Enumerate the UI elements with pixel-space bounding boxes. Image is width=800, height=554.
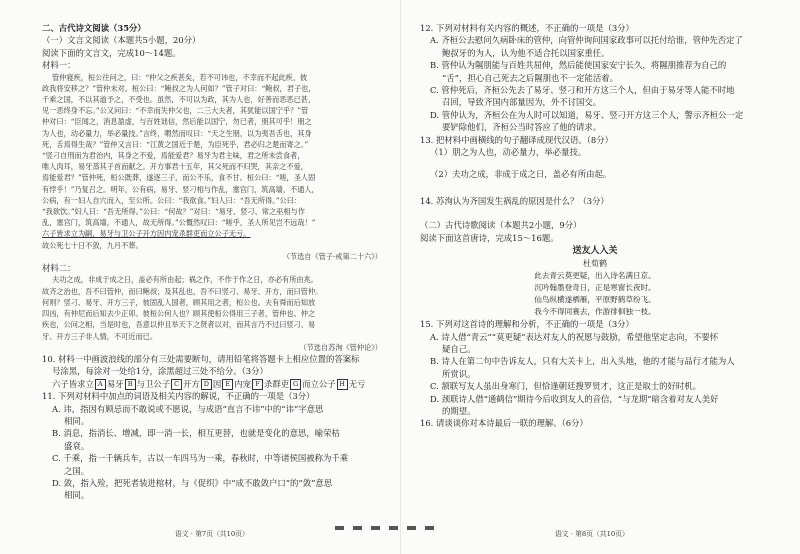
q11-option: C. 千乘，指一千辆兵车，古以一车四马为一乘，春秋时，中等诸侯国被称为千乘: [52, 453, 349, 464]
q15-option: B. 诗人在第二句中告诉友人，只有大关卡上，出入头地，他的才能与品行才能为人: [430, 356, 735, 367]
material-1-label: 材料一：: [42, 60, 76, 71]
q10-line: 10. 材料一中画波浪线的部分有三处需要断句，请用铅笔将答题卡上相应位置的答案标: [42, 353, 360, 364]
q10-segmentation: 六子皆求立 A 易牙 B 与卫公子 C 开方 D 因 E 内宠 F 杀群吏 G 而立公子 H 无亏: [52, 378, 366, 389]
reading-instruction: 阅读下面的文言文，完成10～14题。: [42, 47, 181, 58]
q10-line: 号涂黑，每涂对一处给1分，涂黑超过三处不给分。（3分）: [52, 366, 268, 377]
poem-title: 送友人入关: [572, 246, 618, 257]
m2-line: 四凶，有仲尼而后知去少正卯。彼桓公何人也？顾其使桓公得用三子者，管仲也。仲之: [42, 309, 316, 319]
q12-option: D. 管仲认为，齐桓公在为人时可以知道，易牙、竖刁开方这三个人，警示齐桓公一定: [430, 109, 744, 120]
q13-item-1: （1）朋之为人也，动必量力，举必量技。: [430, 147, 587, 158]
q15-option: 所赏识。: [442, 368, 476, 379]
poem-instruction: 阅读下面这首唐诗，完成15～16题。: [420, 232, 559, 243]
material-2-label: 材料二：: [42, 263, 76, 274]
section-heading: 二、古代诗文阅读（35分）: [42, 23, 146, 33]
q15-option: A. 诗人借“青云”“莫更疑”表达对友人的祝愿与鼓励，希望他坚定志向，不要怀: [430, 331, 719, 342]
q11-line: 11. 下列对材料中加点的词语及相关内容的解说，不正确的一项是（3分）: [42, 391, 315, 402]
m1-line: “竖刁自刑而为君治内，其身之不爱，焉能爱君？易牙为君主味，君之所未尝食者，: [42, 151, 305, 161]
q15-option: D. 颈联诗人借“通鹤信”期待今后收到友人的音信，“与龙期”暗含着对友人美好: [430, 393, 719, 404]
m1-line: 焉能爱君？”管仲死，桓公既葬，遂逐三子，而公不乐，食不甘。桓公曰：“嗟，圣人固: [42, 173, 316, 183]
m1-line: 仲对曰：“臣闻之，消息盈虚，与百姓诎信，然后能以国宁，勿已者，朋其可乎！朋之: [42, 117, 312, 127]
m1-line: 死，舌焉得生哉？”管仲又言曰：“江黄之国近于楚，为臣死乎，君必归之楚而寄之。”: [42, 139, 309, 149]
q11-option: A. 讳，指因有顾忌而不敢说或不愿说，与成语“直言不讳”中的“讳”字意思: [52, 403, 324, 414]
m1-line: 乱，塞宫门，筑高墙，不通人，故无所得。”公慨然叹曰：“嗟乎，圣人所见岂不远哉！”: [42, 218, 316, 228]
q11-option: 之国。: [64, 465, 90, 476]
material-2-text: [42, 274, 388, 341]
poem-line: 此去青云莫更疑，出入诗名满日京。: [534, 271, 656, 281]
m2-line: 牙、开方三子非人情，不可近而已。: [42, 331, 158, 341]
q11-option: 相同。: [64, 415, 90, 426]
m1-line: 见一恶终身不忘。”公又问曰：“不幸而失仲父也，二三大夫者，其犹能以国宁乎？”管: [42, 106, 309, 116]
q16-line: 16. 请谈谈你对本诗最后一联的理解。（6分）: [420, 418, 588, 429]
m1-line: 千乘之国，不以其道予之，不受也。虽然，不可以为政，其为人也，好善而恶恶已甚，: [42, 95, 316, 105]
m2-line: 疾也，公问之相，当是时也，吾意以仲且举天下之贤者以对，而其言乃不过曰竖刁、易: [42, 320, 316, 330]
q12-option: 要铲除他们，齐桓公当时答应了他的请求。: [442, 122, 602, 133]
poem-line: 仙鸟纵横遂栖雁，平原野鹤草纷飞。: [534, 295, 656, 305]
m1-line: 管仲寝疾，桓公往问之，曰：“仲父之疾甚矣，若不可讳也，不幸而不起此疾，彼: [52, 72, 308, 82]
slot-f[interactable]: F: [252, 379, 263, 390]
m2-line: 夫功之成，非成于成之日，盖必有所由起；祸之作，不作于作之日，亦必有所由兆。: [52, 275, 318, 285]
q15-option: 的期望。: [442, 405, 476, 416]
poem-author: 杜荀鹤: [583, 259, 607, 269]
m1-line: 故公死七十日不敛，九月不葬。: [42, 240, 143, 250]
poem-line: 沉吟翰墨登奇日，正是寒窗长夜时。: [534, 283, 656, 293]
material-1-text: [42, 72, 388, 251]
m1-line: 唯人肉耳，易牙蒸其子首而献之。开方事君十五年，其父死而不归哭，其亲之不爱，: [42, 162, 308, 172]
left-page-footer: 语文 · 第7页（共10页）: [175, 530, 249, 538]
q11-option: 相同。: [64, 490, 90, 501]
m1-line: 有悖乎！”乃复召之。明年，公有病，易牙、竖刁相与作乱，塞宫门，筑高墙，不通人，: [42, 184, 319, 194]
q12-option: “舌”，担心自己死去之后隰朋也不一定能活着。: [442, 72, 619, 83]
right-page: [400, 0, 800, 554]
right-page-footer: 语文 · 第8页（共10页）: [555, 530, 629, 538]
m1-wavy-line: 六子皆求立为嗣，易牙与卫公子开方因内宠杀群吏而立公子无亏。: [42, 229, 251, 239]
slot-d[interactable]: D: [201, 379, 212, 390]
q11-option: D. 敛，指入殓，把死者装进棺材，与《促织》中“成不敢敛户口”的“敛”意思: [52, 477, 333, 488]
slot-g[interactable]: G: [290, 379, 301, 390]
poem-line: 我今不得同赛去，作游徘徊独一枝。: [534, 307, 656, 317]
poem-section-heading: （二）古代诗歌阅读（本题共2小题，9分）: [420, 220, 582, 231]
slot-c[interactable]: C: [171, 379, 182, 390]
q12-line: 12. 下列对材料有关内容的概述，不正确的一项是（3分）: [420, 23, 634, 33]
m1-line: 公病，有一妇人自穴而入，至公所。公曰：“我欲食。”妇人曰：“吾无所得。”公曰：: [42, 195, 302, 205]
m2-line: 何则？竖刁、易牙、开方三子，彼固乱人国者，顾其用之者，桓公也。夫有舜而后知放: [42, 297, 316, 307]
m1-line: 政我将安移之？”管仲未对。桓公曰：“鲍叔之为人何如？”管子对曰：“鲍叔，君子也，: [42, 83, 316, 93]
slot-a[interactable]: A: [95, 379, 106, 390]
q15-line: 15. 下列对这首诗的理解和分析，不正确的一项是（3分）: [420, 319, 634, 330]
slot-e[interactable]: E: [222, 379, 233, 390]
q11-option: 盛衰。: [64, 440, 90, 451]
m1-line: “我欲饮。”妇人曰：“吾无所得。”公曰：“何故？”对曰：“易牙、竖刁、常之巫相与作: [42, 207, 305, 217]
material-2-source: （节选自苏洵《管仲论》）: [299, 342, 382, 352]
q12-option: 召回，导致齐国内部量因为，外不讨国交。: [442, 97, 602, 108]
subsection-heading: （一）文言文阅读（本题共5小题，20分）: [42, 35, 201, 46]
q12-option: A. 齐桓公去慰问久病卧床的管仲，向管仲询问国家政事可以托付给谁，管仲先否定了: [430, 35, 743, 46]
q12-option: C. 管仲死后，齐桓公先去了易牙、竖刁和开方这三个人，但由于易牙等人能不时地: [430, 85, 735, 96]
slot-h[interactable]: H: [337, 379, 348, 390]
m1-line: 为人也，动必量力，举必量技。”言终，喟然而叹曰：“天之生朋，以为夷吾舌也，其身: [42, 128, 312, 138]
q12-option: 鲍叔牙的为人，认为他不适合托以国家重任。: [442, 47, 610, 58]
q13-line: 13. 把材料中画横线的句子翻译成现代汉语。（8分）: [420, 134, 613, 145]
q12-option: B. 管仲认为隰朋能与百姓共屈伸，然后能使国家安宁长久，将隰朋推荐为自己的: [430, 60, 727, 71]
q15-option: 疑自己。: [442, 343, 476, 354]
slot-b[interactable]: B: [125, 379, 136, 390]
material-1-source: （节选自《管子·戒第二十六》）: [282, 251, 382, 261]
m2-line: 故齐之治也，吾不曰管仲，而曰鲍叔；及其乱也，吾不曰竖刁、易牙、开方，而曰管仲。: [42, 286, 323, 296]
q14-line: 14. 苏洵认为齐国发生祸乱的原因是什么？（3分）: [420, 195, 609, 206]
q11-option: B. 消息，指消长、增减，即一消一长，相互更替，也就是变化的意思，喻荣枯: [52, 428, 340, 439]
q13-item-2: （2）夫功之成，非成于成之日，盖必有所由起。: [430, 169, 612, 180]
q15-option: C. 颔联写友人虽出身寒门，但恰逢朝廷搜罗贤才，这正是取士的好时机。: [430, 381, 702, 392]
